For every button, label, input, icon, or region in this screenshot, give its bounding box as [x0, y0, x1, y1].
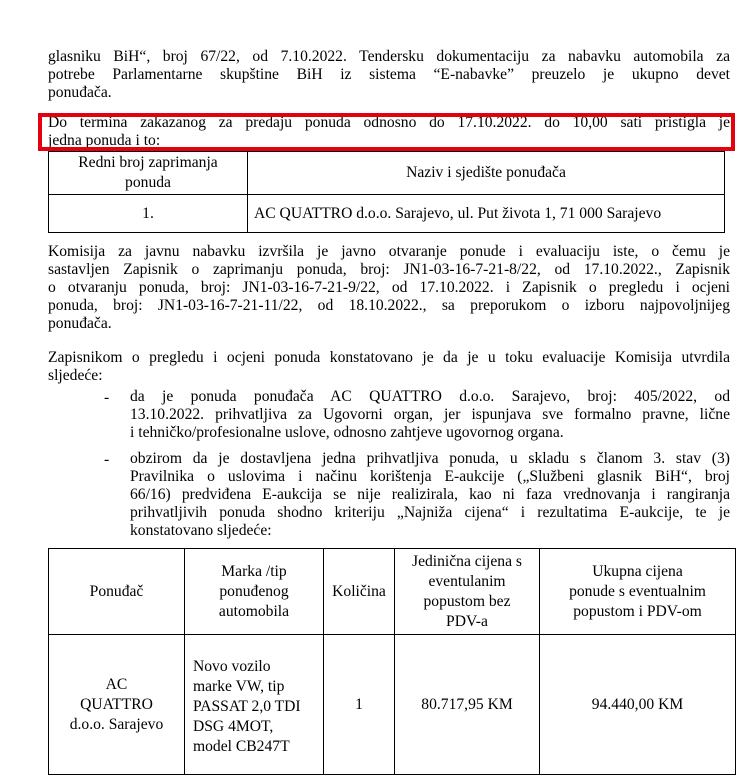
table-header-cell: Količina [324, 549, 395, 635]
table-header-cell: Ponuđač [49, 549, 185, 635]
receipt-table [48, 151, 725, 233]
table-row [49, 195, 725, 233]
table-cell: 1. [49, 195, 248, 233]
bullet-item [130, 450, 730, 540]
bullet-marker: - [104, 451, 110, 468]
table-header-row [49, 152, 725, 195]
table-cell: 94.440,00 KM [540, 635, 736, 775]
text-line: ponuđača. [48, 315, 112, 332]
table-header-row [49, 549, 736, 635]
text-line: prihvatljivih ponuda shodno kriteriju „Najniža cijena“ i rezultatima E-aukcije, te je [130, 504, 730, 521]
bullet-marker: - [104, 389, 110, 406]
text-line: sljedeće: [48, 367, 103, 384]
text-line: da je ponuda ponuđača AC QUATTRO d.o.o. Sarajevo, broj: 405/2022, od [130, 388, 730, 405]
table-row [49, 635, 736, 775]
table-header-cell: Redni broj zaprimanja ponuda [49, 152, 248, 195]
text-line: ponuda, broj: JN1-03-16-7-21-11/22, od 18.10.2022., sa preporukom o izboru najpovoljnijeg [48, 297, 730, 314]
text-line: Pravilnika o uslovima i načinu korištenja E-aukcije („Službeni glasnik BiH“, broj [130, 468, 730, 485]
text-line: konstatovano sljedeće: [130, 522, 272, 539]
table-header-cell: Marka /tip ponuđenog automobila [185, 549, 324, 635]
commission-paragraph [48, 243, 730, 333]
text-line: 66/16) predviđena E-aukcija se nije realizirala, kao ni faza vrednovanja i rangiranja [130, 486, 730, 503]
text-line: o otvaranju ponuda, broj: JN1-03-16-7-21-9/22, od 17.10.2022. i Zapisnik o pregledu i ocjeni [48, 279, 730, 296]
text-line: Zapisnikom o pregledu i ocjeni ponuda konstatovano je da je u toku evaluacije Komisija utvrdila [48, 349, 730, 366]
table-cell: Novo vozilo marke VW, tip PASSAT 2,0 TDI DSG 4MOT, model CB247T [185, 635, 324, 775]
table-header-cell: Ukupna cijena ponude s eventualnim popustom i PDV-om [540, 549, 736, 635]
text-line: 13.10.2022. prihvatljiva za Ugovorni organ, jer ispunjava sve formalno pravne, lične [130, 406, 730, 423]
red-highlight-box [38, 113, 735, 151]
text-line: potrebe Parlamentarne skupštine BiH iz sistema “E-nabavke” preuzelo je ukupno devet [48, 66, 730, 83]
bullet-item [130, 388, 730, 442]
text-line: glasniku BiH“, broj 67/22, od 7.10.2022. Tendersku dokumentaciju za nabavku automobila za [48, 48, 730, 65]
text-line: sastavljen Zapisnik o zaprimanju ponuda, broj: JN1-03-16-7-21-8/22, od 17.10.2022., Zapisnik [48, 261, 730, 278]
table-cell: 80.717,95 KM [395, 635, 540, 775]
table-cell: AC QUATTRO d.o.o. Sarajevo, ul. Put života 1, 71 000 Sarajevo [248, 195, 725, 233]
table-cell: 1 [324, 635, 395, 775]
table-cell: AC QUATTRO d.o.o. Sarajevo [49, 635, 185, 775]
price-table [48, 548, 736, 775]
text-line: jedna ponuda i to: [48, 132, 161, 149]
text-line: i tehničko/profesionalne uslove, odnosno zahtjeve ugovornog organa. [130, 424, 564, 441]
text-line: ponuđača. [48, 84, 112, 101]
text-line: Komisija za javnu nabavku izvršila je javno otvaranje ponude i evaluaciju iste, o čemu je [48, 243, 730, 260]
table-header-cell: Naziv i sjedište ponuđača [248, 152, 725, 195]
intro-paragraph [48, 48, 730, 102]
table-header-cell: Jedinična cijena s eventulanim popustom bez PDV-a [395, 549, 540, 635]
text-line: obzirom da je dostavljena jedna prihvatljiva ponuda, u skladu s članom 3. stav (3) [130, 450, 730, 467]
record-paragraph [48, 349, 730, 385]
text-line: Do termina zakazanog za predaju ponuda odnosno do 17.10.2022. do 10,00 sati pristigla je [48, 114, 730, 131]
